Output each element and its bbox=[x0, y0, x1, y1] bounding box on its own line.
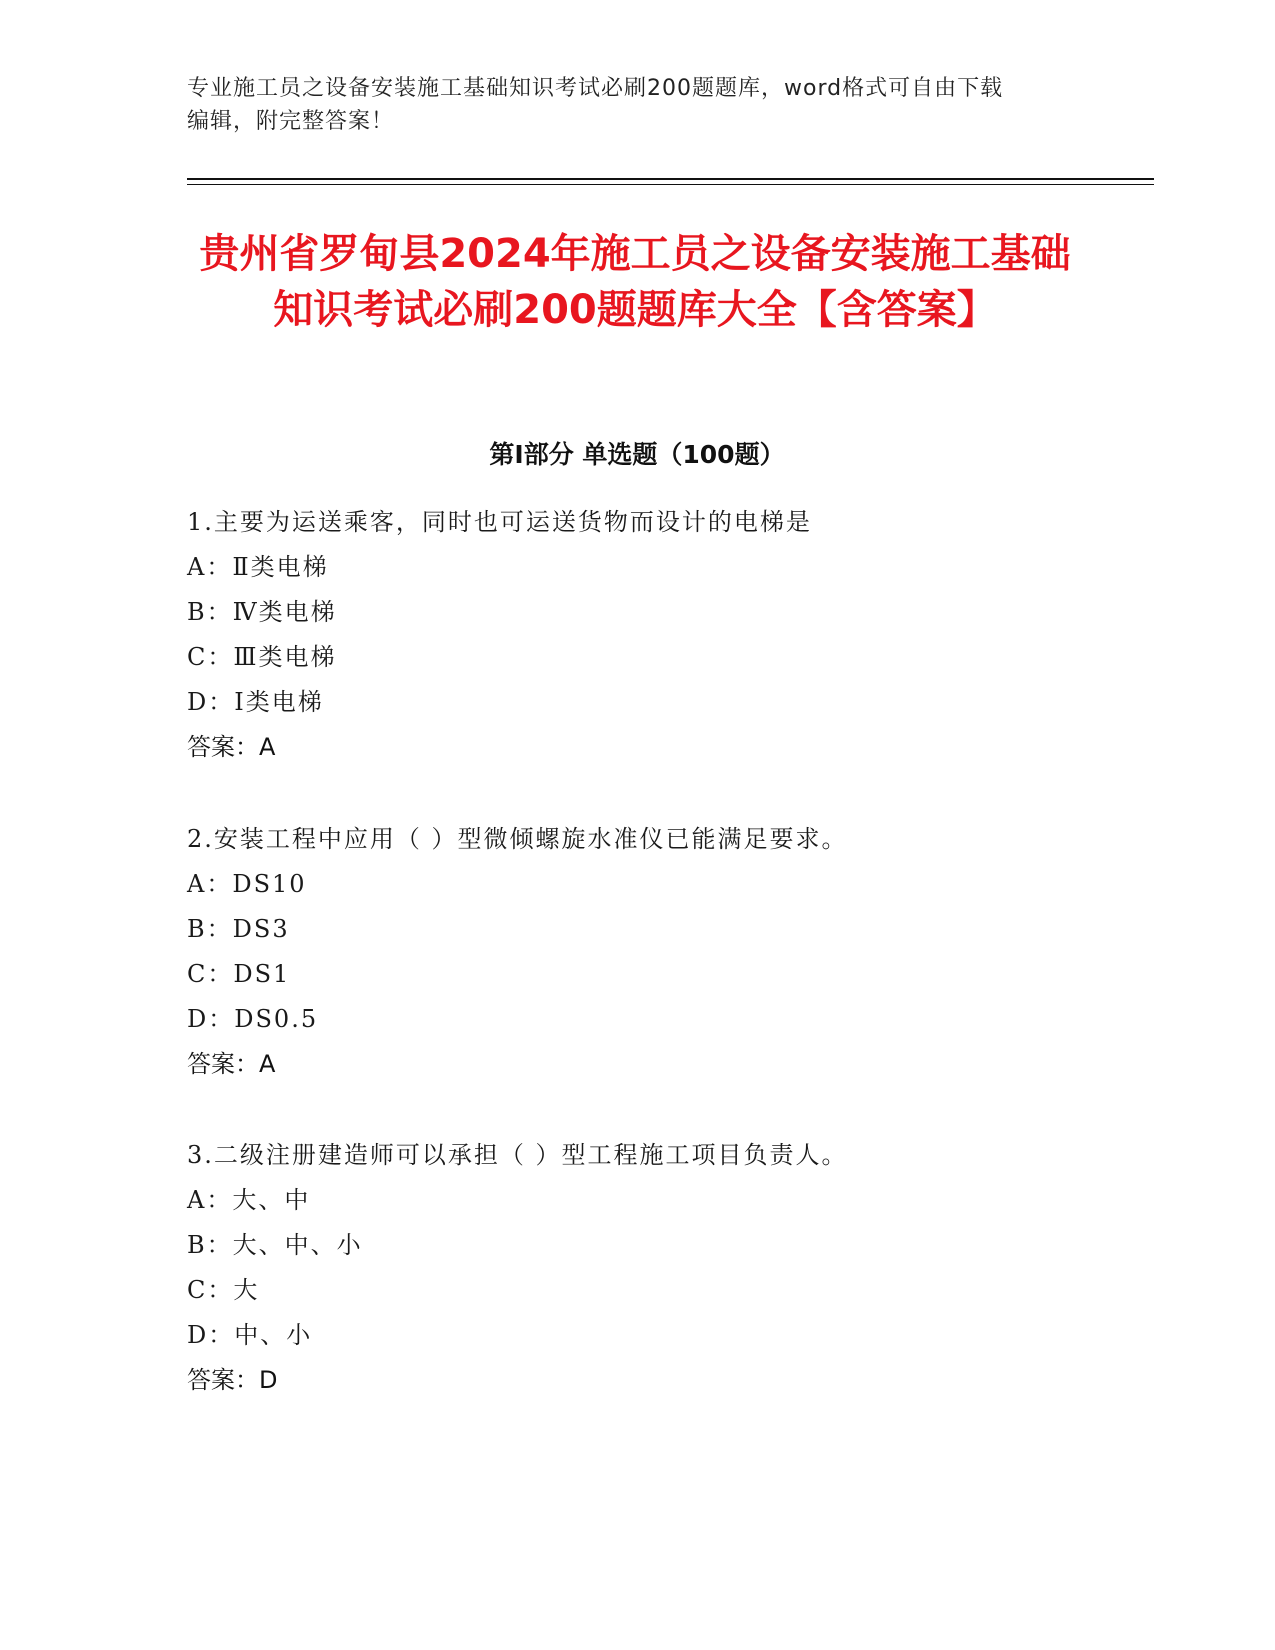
answer: 答案：A bbox=[187, 733, 276, 761]
option-b bbox=[187, 907, 1147, 952]
option-key: B： bbox=[187, 598, 233, 626]
option-d bbox=[187, 1313, 1147, 1358]
option-text: Ⅰ类电梯 bbox=[234, 688, 324, 716]
section-title: 第Ⅰ部分 单选题（100题） bbox=[489, 440, 785, 469]
question-stem: 2.安装工程中应用（ ）型微倾螺旋水准仪已能满足要求。 bbox=[187, 825, 848, 853]
option-key: B： bbox=[187, 1231, 233, 1259]
option-text: DS1 bbox=[233, 960, 291, 988]
answer: 答案：D bbox=[187, 1366, 278, 1394]
option-c bbox=[187, 952, 1147, 997]
option-key: C： bbox=[187, 960, 234, 988]
document-title: 贵州省罗甸县2024年施工员之设备安装施工基础知识考试必刷200题题库大全【含答案】 bbox=[199, 231, 1071, 333]
option-text: DS3 bbox=[232, 915, 290, 943]
option-key: D： bbox=[187, 688, 235, 716]
option-a bbox=[187, 545, 1147, 590]
option-text: 大、中 bbox=[232, 1186, 311, 1214]
option-text: Ⅳ类电梯 bbox=[232, 598, 337, 626]
option-key: A： bbox=[187, 1186, 233, 1214]
option-key: B： bbox=[187, 915, 233, 943]
header-divider-thick bbox=[187, 178, 1154, 180]
header-note-line1: 专业施工员之设备安装施工基础知识考试必刷200题题库，word格式可自由下载 bbox=[187, 76, 1004, 101]
option-d bbox=[187, 680, 1147, 725]
option-b bbox=[187, 1223, 1147, 1268]
option-a bbox=[187, 862, 1147, 907]
option-c bbox=[187, 635, 1147, 680]
option-key: C： bbox=[187, 643, 234, 671]
option-text: 大、中、小 bbox=[232, 1231, 363, 1259]
option-a bbox=[187, 1178, 1147, 1223]
option-text: DS0.5 bbox=[234, 1005, 319, 1033]
question-stem: 1.主要为运送乘客，同时也可运送货物而设计的电梯是 bbox=[187, 508, 812, 536]
header-note-line2: 编辑，附完整答案！ bbox=[187, 109, 395, 134]
header-divider-thin bbox=[187, 184, 1154, 185]
option-d bbox=[187, 997, 1147, 1042]
option-key: D： bbox=[187, 1321, 235, 1349]
question-stem: 3.二级注册建造师可以承担（ ）型工程施工项目负责人。 bbox=[187, 1141, 848, 1169]
header-note bbox=[187, 72, 1087, 138]
option-b bbox=[187, 590, 1147, 635]
question-1 bbox=[187, 500, 1147, 770]
option-key: A： bbox=[187, 553, 233, 581]
option-key: D： bbox=[187, 1005, 235, 1033]
option-text: Ⅲ类电梯 bbox=[233, 643, 337, 671]
option-text: 中、小 bbox=[234, 1321, 313, 1349]
question-2 bbox=[187, 817, 1147, 1087]
option-text: 大 bbox=[233, 1276, 260, 1304]
option-key: A： bbox=[187, 870, 233, 898]
answer: 答案：A bbox=[187, 1050, 276, 1078]
option-c bbox=[187, 1268, 1147, 1313]
option-key: C： bbox=[187, 1276, 234, 1304]
option-text: DS10 bbox=[232, 870, 307, 898]
option-text: Ⅱ类电梯 bbox=[232, 553, 329, 581]
question-3 bbox=[187, 1133, 1147, 1403]
